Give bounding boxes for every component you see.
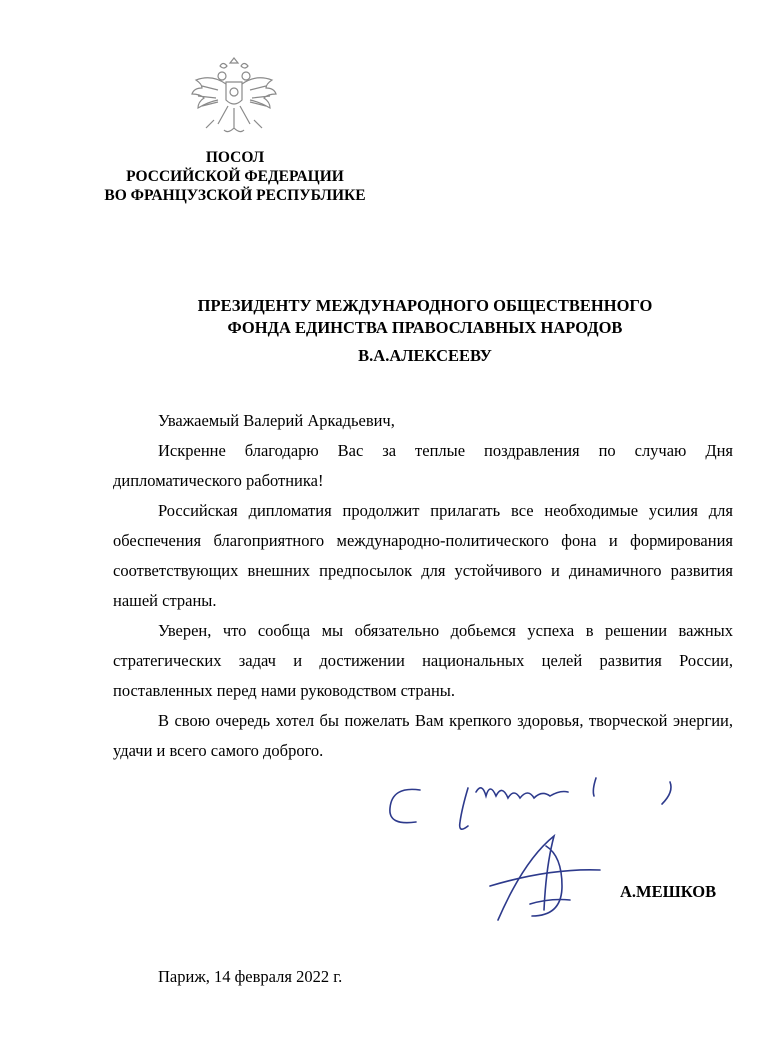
handwritten-signature [380, 770, 680, 940]
sender-block [40, 148, 430, 205]
signer-name: А.МЕШКОВ [620, 882, 717, 901]
body-paragraph: В свою очередь хотел бы пожелать Вам крепкого здоровья, творческой энергии, удачи и всего самого доброго. [113, 711, 733, 760]
addressee-name: В.А.АЛЕКСЕЕВУ [358, 346, 492, 365]
letter-body [113, 406, 733, 766]
sender-title: ПОСОЛ [205, 149, 265, 166]
body-paragraph: Российская дипломатия продолжит прилагать все необходимые усилия для обеспечения благоприятного международно-политического фона и формирования соответствующих внешних предпосылок для устойчивого и динамичного развития нашей страны. [113, 501, 733, 610]
addressee-line-2: ФОНДА ЕДИНСТВА ПРАВОСЛАВНЫХ НАРОДОВ [227, 318, 623, 337]
body-paragraph: Искренне благодарю Вас за теплые поздравления по случаю Дня дипломатического работника! [113, 441, 733, 490]
double-headed-eagle-icon [188, 56, 280, 140]
place-and-date: Париж, 14 февраля 2022 г. [158, 967, 343, 986]
body-paragraph: Уверен, что сообща мы обязательно добьемся успеха в решении важных стратегических задач и достижении национальных целей развития России, поставленных перед нами руководством страны. [113, 621, 733, 700]
addressee-line-1: ПРЕЗИДЕНТУ МЕЖДУНАРОДНОГО ОБЩЕСТВЕННОГО [197, 296, 653, 315]
sender-country: РОССИЙСКОЙ ФЕДЕРАЦИИ [126, 168, 344, 185]
salutation: Уважаемый Валерий Аркадьевич, [158, 411, 395, 430]
sender-location: ВО ФРАНЦУЗСКОЙ РЕСПУБЛИКЕ [104, 187, 366, 204]
